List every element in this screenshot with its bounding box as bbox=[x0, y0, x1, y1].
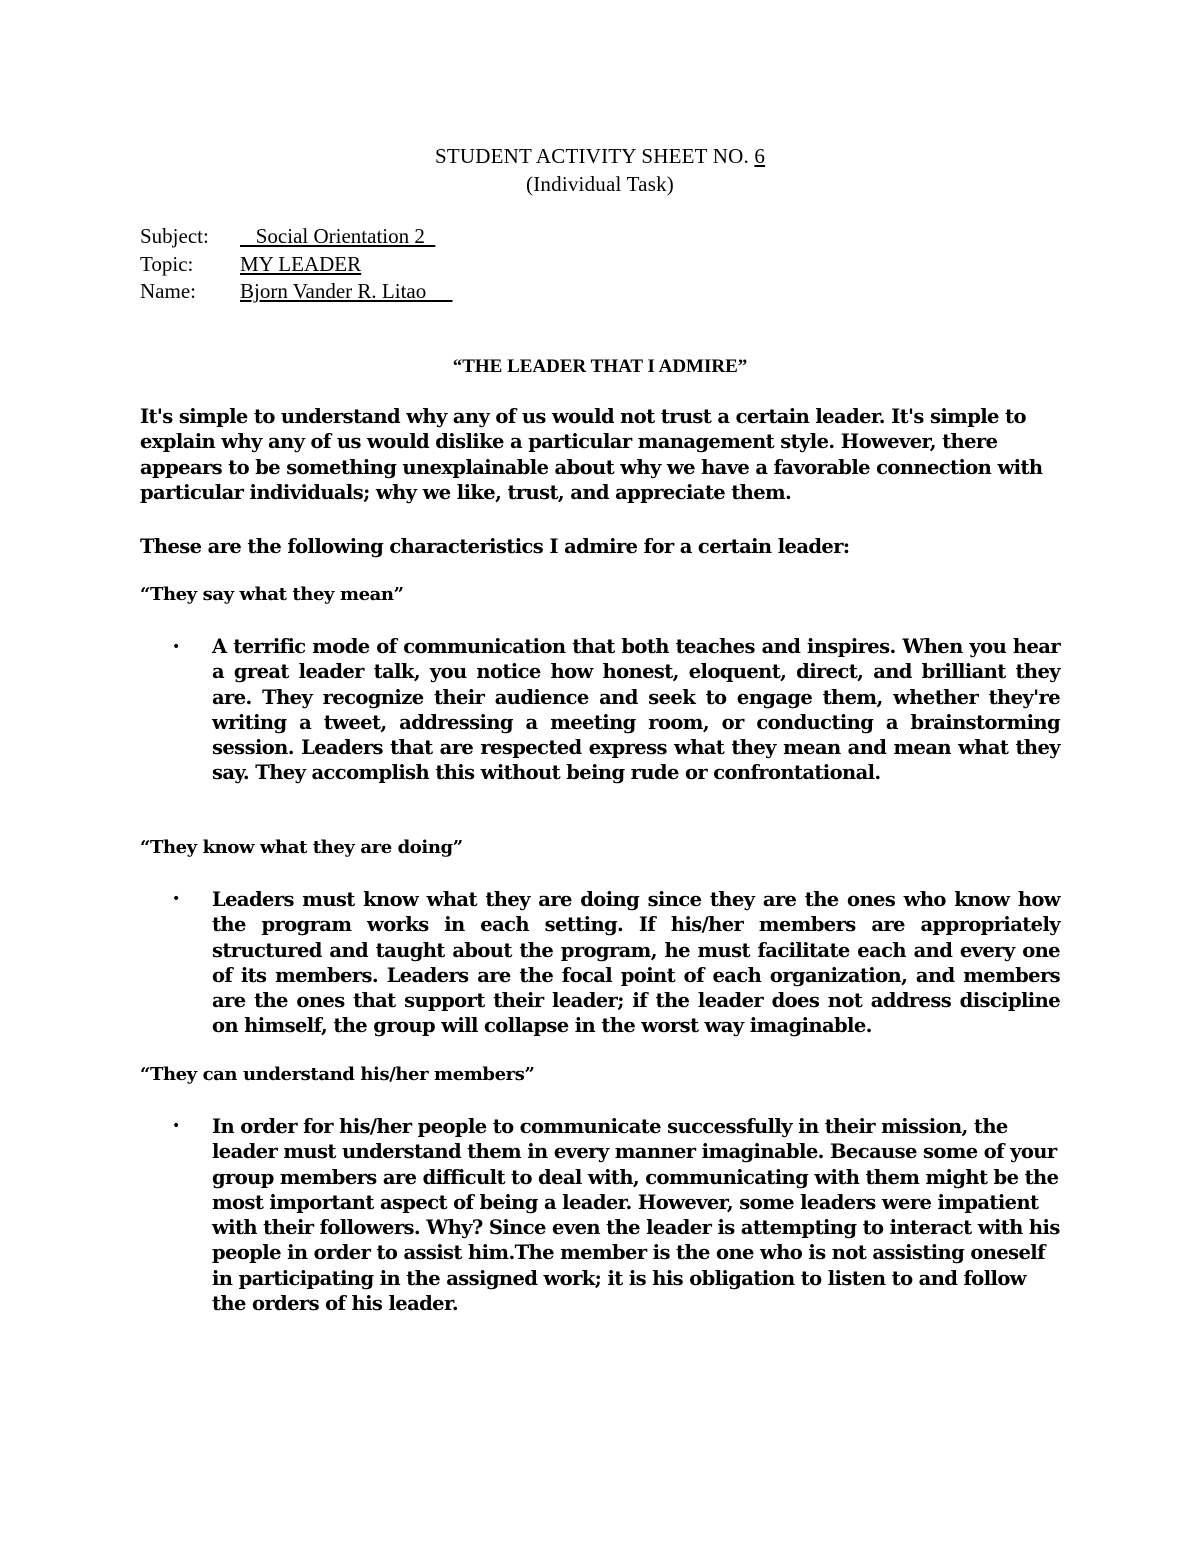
lead-in-paragraph: These are the following characteristics I admire for a certain leader: bbox=[140, 535, 850, 558]
bullet-icon: • bbox=[172, 1118, 181, 1134]
name-label: Name: bbox=[140, 279, 196, 303]
topic-value: MY LEADER bbox=[240, 252, 362, 276]
topic-label: Topic: bbox=[140, 252, 194, 276]
section-paragraph-know-what-they-are-doing: Leaders must know what they are doing since they are the ones who know how the program works in each setting. If his/her members are appropriately structured and taught about the program, he must facilitate each and every one of its members. Leaders are the focal point of each organization, and members are the ones that support their leader; if the leader does not address discipline on himself, the group will collapse in the worst way imaginable. bbox=[212, 888, 1060, 1038]
section-heading-say-what-they-mean: “They say what they mean” bbox=[140, 584, 404, 605]
section-paragraph-understand-members: In order for his/her people to communicate successfully in their mission, the leader must understand them in every manner imaginable. Because some of your group members are difficult to deal with, communicating with them might be the most important aspect of being a leader. However, some leaders were impatient with their followers. Why? Since even the leader is attempting to interact with his people in order to assist him.The member is the one who is not assisting oneself in participating in the assigned work; it is his obligation to listen to and follow the orders of his leader. bbox=[212, 1115, 1060, 1316]
sheet-title-prefix: STUDENT ACTIVITY SHEET NO. bbox=[434, 144, 755, 168]
sheet-subtitle: (Individual Task) bbox=[526, 172, 674, 196]
name-value: Bjorn Vander R. Litao bbox=[240, 279, 453, 303]
sheet-number: 6 bbox=[754, 144, 766, 168]
section-heading-know-what-they-are-doing: “They know what they are doing” bbox=[140, 837, 463, 858]
subject-value: Social Orientation 2 bbox=[240, 224, 436, 248]
subject-label: Subject: bbox=[140, 224, 209, 248]
intro-paragraph: It's simple to understand why any of us would not trust a certain leader. It's simple to explain why any of us would dislike a particular management style. However, there appears to be something unexplainable about why we have a favorable connection with particular individuals; why we like, trust, and appreciate them. bbox=[140, 405, 1043, 504]
section-heading-understand-members: “They can understand his/her members” bbox=[140, 1064, 535, 1085]
essay-title: “THE LEADER THAT I ADMIRE” bbox=[452, 356, 748, 377]
bullet-icon: • bbox=[172, 639, 181, 655]
section-paragraph-say-what-they-mean: A terrific mode of communication that both teaches and inspires. When you hear a great leader talk, you notice how honest, eloquent, direct, and brilliant they are. They recognize their audience and seek to engage them, whether they're writing a tweet, addressing a meeting room, or conducting a brainstorming session. Leaders that are respected express what they mean and mean what they say. They accomplish this without being rude or confrontational. bbox=[212, 635, 1060, 785]
bullet-icon: • bbox=[172, 891, 181, 907]
sheet-title bbox=[0, 144, 1200, 169]
